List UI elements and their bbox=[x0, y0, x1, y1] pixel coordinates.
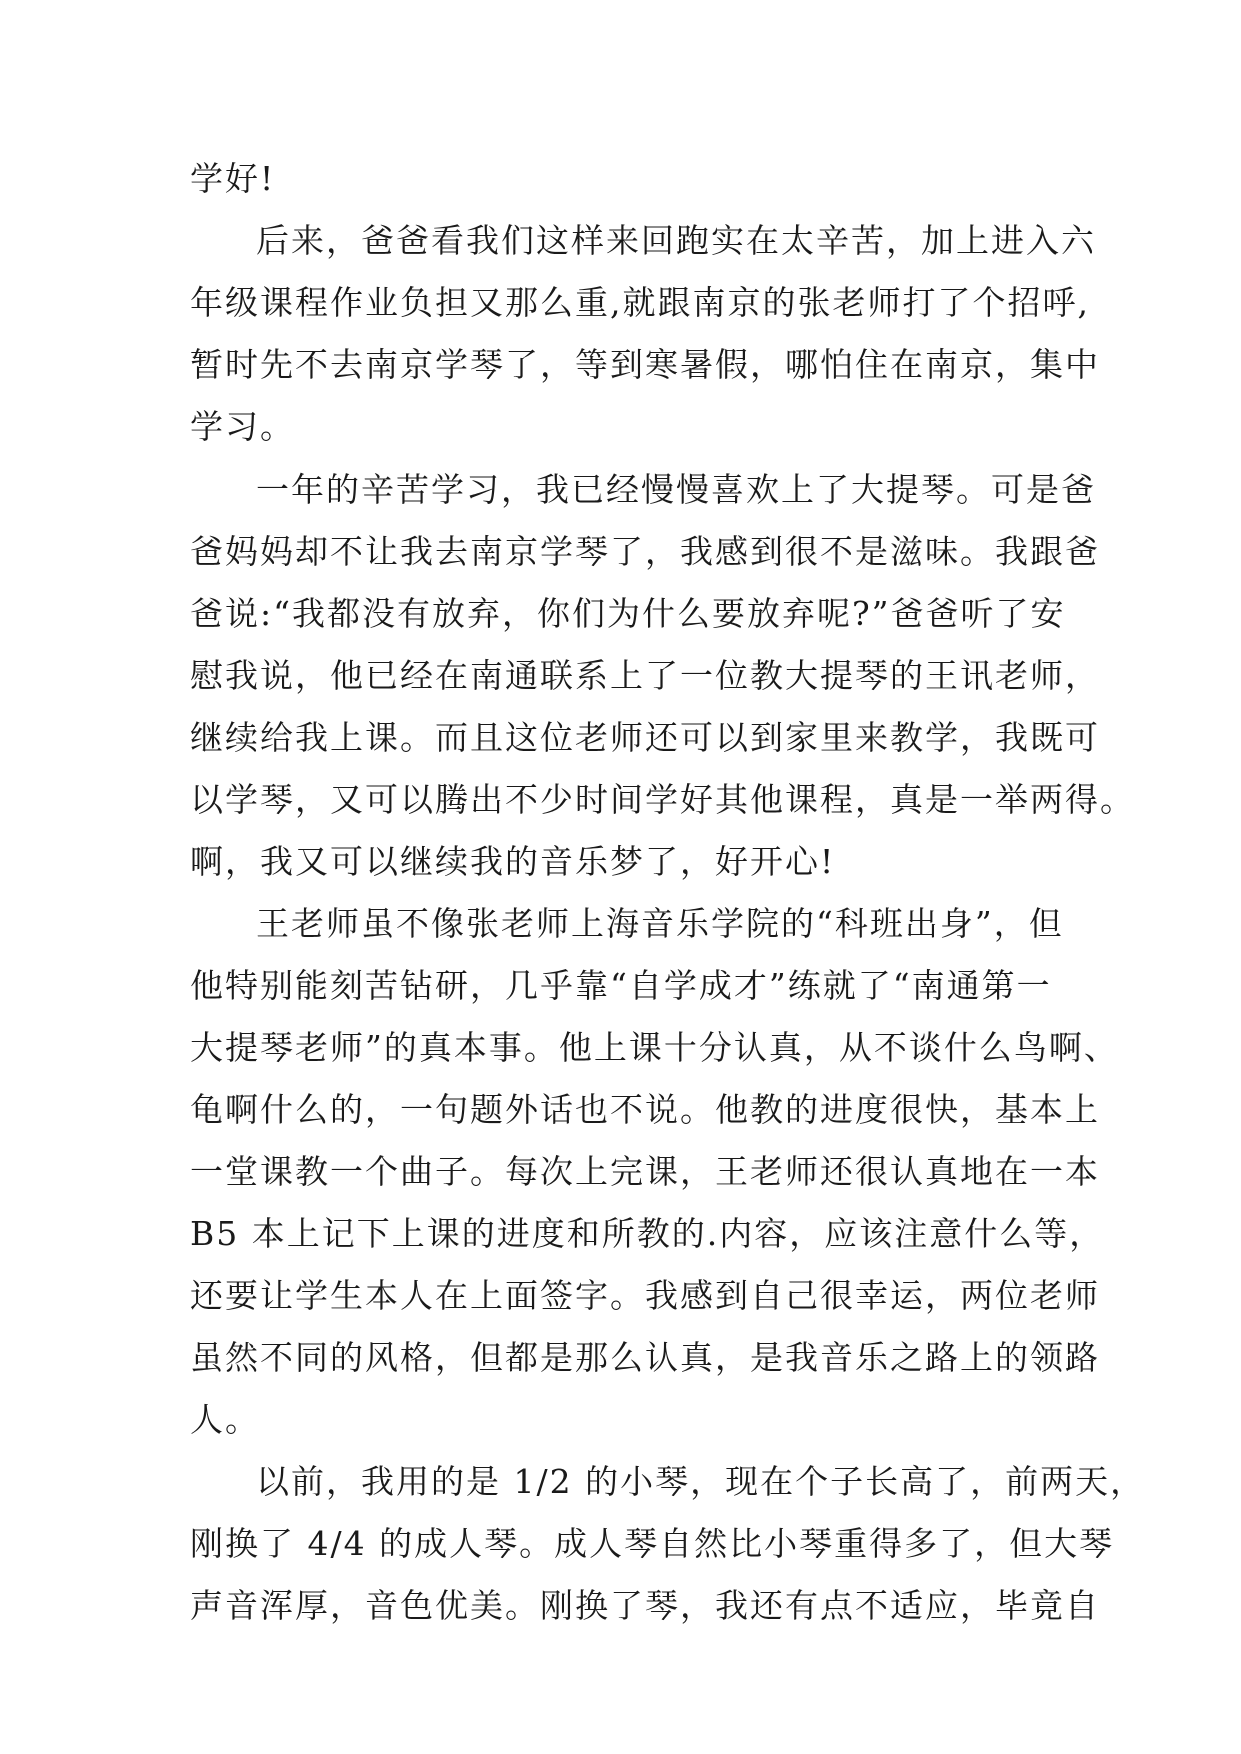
text-line: B5 本上记下上课的进度和所教的.内容，应该注意什么等， bbox=[190, 1214, 1105, 1253]
text-line: 学好! bbox=[190, 159, 276, 198]
text-line: 爸说:“我都没有放弃，你们为什么要放弃呢?”爸爸听了安 bbox=[190, 594, 1066, 633]
text-line: 暂时先不去南京学琴了，等到寒暑假，哪怕住在南京，集中 bbox=[190, 345, 1100, 384]
paragraph-first-line: 一年的辛苦学习，我已经慢慢喜欢上了大提琴。可是爸 bbox=[256, 470, 1096, 509]
text-line: 啊，我又可以继续我的音乐梦了，好开心! bbox=[190, 842, 836, 881]
text-line: 还要让学生本人在上面签字。我感到自己很幸运，两位老师 bbox=[190, 1276, 1100, 1315]
paragraph-first-line: 以前，我用的是 1/2 的小琴，现在个子长高了，前两天， bbox=[256, 1462, 1146, 1501]
text-line: 龟啊什么的，一句题外话也不说。他教的进度很快，基本上 bbox=[190, 1090, 1100, 1129]
text-line: 声音浑厚，音色优美。刚换了琴，我还有点不适应，毕竟自 bbox=[190, 1586, 1100, 1625]
text-line: 年级课程作业负担又那么重,就跟南京的张老师打了个招呼, bbox=[190, 283, 1090, 322]
text-line: 爸妈妈却不让我去南京学琴了，我感到很不是滋味。我跟爸 bbox=[190, 532, 1100, 571]
text-line: 虽然不同的风格，但都是那么认真，是我音乐之路上的领路 bbox=[190, 1338, 1100, 1377]
text-line: 以学琴，又可以腾出不少时间学好其他课程，真是一举两得。 bbox=[190, 780, 1135, 819]
text-line: 慰我说，他已经在南通联系上了一位教大提琴的王讯老师， bbox=[190, 656, 1100, 695]
text-line: 人。 bbox=[190, 1400, 260, 1439]
text-line: 继续给我上课。而且这位老师还可以到家里来教学，我既可 bbox=[190, 718, 1100, 757]
text-line: 学习。 bbox=[190, 407, 295, 446]
text-line: 他特别能刻苦钻研，几乎靠“自学成才”练就了“南通第一 bbox=[190, 966, 1052, 1005]
paragraph-first-line: 后来，爸爸看我们这样来回跑实在太辛苦，加上进入六 bbox=[256, 221, 1096, 260]
paragraph-first-line: 王老师虽不像张老师上海音乐学院的“科班出身”，但 bbox=[256, 904, 1064, 943]
text-line: 一堂课教一个曲子。每次上完课，王老师还很认真地在一本 bbox=[190, 1152, 1100, 1191]
text-line: 刚换了 4/4 的成人琴。成人琴自然比小琴重得多了，但大琴 bbox=[190, 1524, 1115, 1563]
text-line: 大提琴老师”的真本事。他上课十分认真，从不谈什么鸟啊、 bbox=[190, 1028, 1119, 1067]
